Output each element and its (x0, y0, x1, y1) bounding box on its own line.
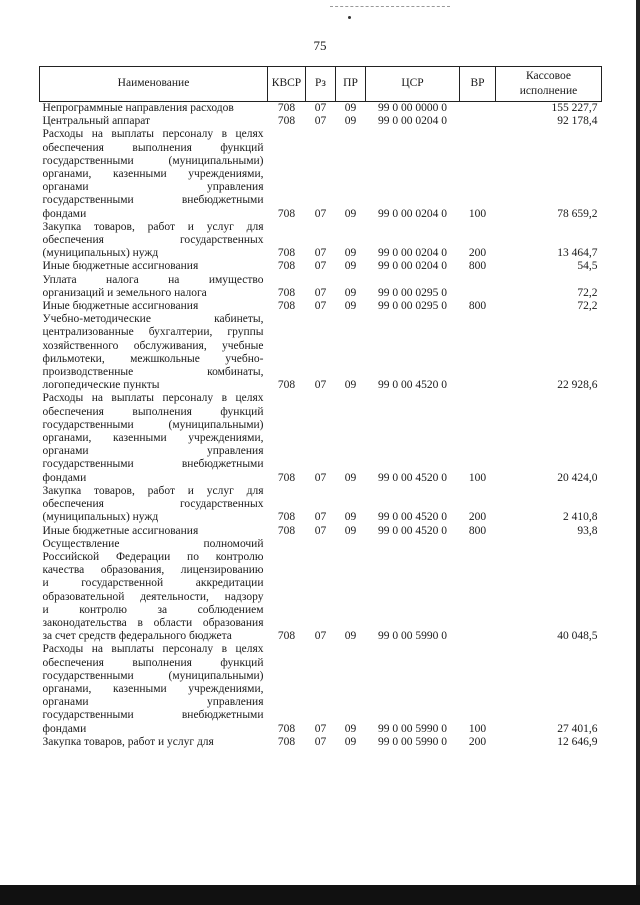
row-name (40, 102, 268, 116)
row-kvsr: 708 (277, 471, 296, 484)
row-cash-execution: 40 048,5 (557, 630, 598, 643)
row-name (40, 643, 268, 735)
row-cash-execution: 72,2 (577, 300, 598, 313)
row-cash-execution: 12 646,9 (557, 735, 598, 748)
row-csr: 99 0 00 0204 0 (378, 115, 447, 128)
row-rz: 07 (314, 286, 327, 299)
row-name (40, 274, 268, 300)
row-name-line: Центральный аппарат (42, 115, 151, 128)
row-rz: 07 (314, 207, 327, 220)
row-pr: 09 (344, 207, 357, 220)
row-kvsr: 708 (277, 207, 296, 220)
row-rz: 07 (314, 379, 327, 392)
table-row (40, 736, 602, 749)
table-row (40, 300, 602, 313)
row-name-line: Расходы на выплаты персоналу в целях (42, 643, 264, 656)
row-name (40, 300, 268, 313)
page-number: 75 (313, 38, 327, 53)
header-rz: Рз (306, 67, 336, 102)
row-vr: 200 (468, 247, 487, 260)
row-kvsr: 708 (277, 524, 296, 537)
row-name-line: обеспечения государственных (42, 234, 264, 247)
row-name (40, 525, 268, 538)
row-name-line: государственными (муниципальными) (42, 418, 264, 431)
table-row (40, 525, 602, 538)
row-cash-execution: 72,2 (577, 286, 598, 299)
row-csr: 99 0 00 0000 0 (378, 102, 447, 114)
row-name-line: Иные бюджетные ассигнования (42, 524, 199, 537)
table-row (40, 274, 602, 300)
row-kvsr: 708 (277, 247, 296, 260)
row-cash-execution: 92 178,4 (557, 115, 598, 128)
row-name-line: фильмотеки, межшкольные учебно- (42, 352, 264, 365)
row-name-line: фондами (42, 207, 87, 220)
table-row (40, 128, 602, 220)
row-name-line: качества образования, лицензированию (42, 564, 264, 577)
budget-table-container (39, 66, 601, 749)
row-vr: 200 (468, 511, 487, 524)
table-row (40, 313, 602, 392)
row-rz: 07 (314, 524, 327, 537)
row-vr (460, 538, 496, 644)
header-pr: ПР (336, 67, 366, 102)
row-csr: 99 0 00 4520 0 (378, 511, 447, 524)
row-pr: 09 (344, 524, 357, 537)
row-vr: 100 (468, 722, 487, 735)
row-rz: 07 (314, 115, 327, 128)
row-name-line: Иные бюджетные ассигнования (42, 300, 199, 313)
row-csr: 99 0 00 5990 0 (378, 735, 447, 748)
row-vr (460, 313, 496, 392)
row-rz: 07 (314, 722, 327, 735)
row-csr: 99 0 00 5990 0 (378, 722, 447, 735)
row-name-line: Закупка товаров, работ и услуг для (42, 220, 264, 233)
row-rz: 07 (314, 260, 327, 273)
row-csr: 99 0 00 0204 0 (378, 260, 447, 273)
row-cash-execution: 93,8 (577, 524, 598, 537)
row-pr: 09 (344, 471, 357, 484)
row-rz: 07 (314, 511, 327, 524)
row-vr (460, 102, 496, 116)
row-pr: 09 (344, 630, 357, 643)
row-pr: 09 (344, 300, 357, 313)
table-row (40, 485, 602, 525)
row-name-line: и государственной аккредитации (42, 577, 264, 590)
row-kvsr: 708 (277, 260, 296, 273)
scan-right-edge (636, 0, 640, 905)
row-name-line: централизованные бухгалтерии, группы (42, 326, 264, 339)
row-csr: 99 0 00 5990 0 (378, 630, 447, 643)
table-row (40, 102, 602, 116)
row-name-line: обеспечения государственных (42, 498, 264, 511)
row-name (40, 260, 268, 273)
row-vr (460, 274, 496, 300)
row-name-line: органами управления (42, 181, 264, 194)
row-pr: 09 (344, 102, 357, 114)
table-row (40, 221, 602, 261)
row-name-line: Иные бюджетные ассигнования (42, 260, 199, 273)
table-row (40, 538, 602, 644)
row-vr: 800 (468, 524, 487, 537)
row-pr: 09 (344, 286, 357, 299)
row-name-line: за счет средств федерального бюджета (42, 630, 232, 643)
row-csr: 99 0 00 0295 0 (378, 286, 447, 299)
table-body (40, 102, 602, 749)
row-name-line: государственными внебюджетными (42, 194, 264, 207)
header-name: Наименование (40, 67, 268, 102)
row-kvsr: 708 (277, 300, 296, 313)
header-sum-line2: исполнение (519, 85, 578, 97)
row-name-line: государственными (муниципальными) (42, 154, 264, 167)
row-vr: 800 (468, 300, 487, 313)
row-pr: 09 (344, 260, 357, 273)
row-rz: 07 (314, 300, 327, 313)
header-sum-line1: Кассовое (526, 70, 571, 82)
row-name-line: фондами (42, 471, 87, 484)
row-name-line: обеспечения выполнения функций (42, 141, 264, 154)
row-csr: 99 0 00 0204 0 (378, 247, 447, 260)
row-name-line: Закупка товаров, работ и услуг для (42, 735, 214, 748)
row-name-line: обеспечения выполнения функций (42, 405, 264, 418)
row-name-line: и контролю за соблюдением (42, 603, 264, 616)
header-kvsr: КВСР (268, 67, 306, 102)
scan-top-rule (330, 6, 450, 8)
row-name-line: государственными внебюджетными (42, 458, 264, 471)
row-cash-execution: 20 424,0 (557, 471, 598, 484)
row-csr: 99 0 00 4520 0 (378, 379, 447, 392)
table-row (40, 392, 602, 484)
row-name-line: Осуществление полномочий (42, 537, 264, 550)
row-kvsr: 708 (277, 379, 296, 392)
row-csr: 99 0 00 0295 0 (378, 300, 447, 313)
row-name-line: органами, казенными учреждениями, (42, 682, 264, 695)
row-name-line: Закупка товаров, работ и услуг для (42, 484, 264, 497)
row-kvsr: 708 (277, 630, 296, 643)
row-csr: 99 0 00 4520 0 (378, 524, 447, 537)
row-vr: 800 (468, 260, 487, 273)
row-kvsr: 708 (277, 102, 296, 114)
row-cash-execution: 78 659,2 (557, 207, 598, 220)
row-name (40, 128, 268, 220)
row-name-line: (муниципальных) нужд (42, 247, 159, 260)
row-kvsr: 708 (277, 286, 296, 299)
row-cash-execution: 155 227,7 (551, 102, 598, 114)
row-rz: 07 (314, 247, 327, 260)
row-name-line: Расходы на выплаты персоналу в целях (42, 392, 264, 405)
row-name-line: фондами (42, 722, 87, 735)
row-rz: 07 (314, 102, 327, 114)
row-name-line: обеспечения выполнения функций (42, 656, 264, 669)
row-pr: 09 (344, 379, 357, 392)
table-row (40, 643, 602, 735)
row-name-line: органами, казенными учреждениями, (42, 168, 264, 181)
row-vr: 100 (468, 471, 487, 484)
row-kvsr: 708 (277, 115, 296, 128)
row-name-line: Учебно-методические кабинеты, (42, 313, 264, 326)
table-row (40, 115, 602, 128)
row-rz: 07 (314, 735, 327, 748)
row-cash-execution: 54,5 (577, 260, 598, 273)
row-pr: 09 (344, 722, 357, 735)
row-rz: 07 (314, 471, 327, 484)
row-pr: 09 (344, 735, 357, 748)
scan-bottom-edge (0, 885, 640, 905)
row-name-line: органами управления (42, 696, 264, 709)
row-name-line: (муниципальных) нужд (42, 511, 159, 524)
row-name-line: органами, казенными учреждениями, (42, 432, 264, 445)
budget-execution-table (39, 66, 602, 749)
table-header (40, 67, 602, 102)
row-name (40, 115, 268, 128)
row-name (40, 538, 268, 644)
row-name-line: логопедические пункты (42, 379, 160, 392)
row-cash-execution: 27 401,6 (557, 722, 598, 735)
row-kvsr: 708 (277, 735, 296, 748)
row-name-line: Расходы на выплаты персоналу в целях (42, 128, 264, 141)
row-name-line: Российской Федерации по контролю (42, 550, 264, 563)
row-kvsr: 708 (277, 722, 296, 735)
row-csr: 99 0 00 4520 0 (378, 471, 447, 484)
row-name-line: органами управления (42, 445, 264, 458)
row-name-line: государственными внебюджетными (42, 709, 264, 722)
row-name (40, 736, 268, 749)
row-name-line: организаций и земельного налога (42, 286, 207, 299)
row-cash-execution: 2 410,8 (563, 511, 598, 524)
row-name-line: законодательства в области образования (42, 616, 264, 629)
row-name (40, 392, 268, 484)
row-name (40, 485, 268, 525)
row-vr: 100 (468, 207, 487, 220)
header-vr: ВР (460, 67, 496, 102)
row-name-line: хозяйственного обслуживания, учебные (42, 339, 264, 352)
row-name-line: Уплата налога на имущество (42, 273, 264, 286)
row-pr: 09 (344, 511, 357, 524)
row-pr: 09 (344, 115, 357, 128)
header-csr: ЦСР (366, 67, 460, 102)
row-name-line: Непрограммные направления расходов (42, 102, 234, 114)
row-cash-execution: 22 928,6 (557, 379, 598, 392)
scan-speck (348, 16, 351, 19)
row-vr (460, 115, 496, 128)
row-name-line: производственные комбинаты, (42, 366, 264, 379)
row-name-line: образовательной деятельности, надзору (42, 590, 264, 603)
row-pr: 09 (344, 247, 357, 260)
table-row (40, 260, 602, 273)
row-kvsr: 708 (277, 511, 296, 524)
header-cash-execution (496, 67, 602, 102)
row-name (40, 221, 268, 261)
row-vr: 200 (468, 735, 487, 748)
row-cash-execution: 13 464,7 (557, 247, 598, 260)
row-rz: 07 (314, 630, 327, 643)
row-csr: 99 0 00 0204 0 (378, 207, 447, 220)
row-name-line: государственными (муниципальными) (42, 669, 264, 682)
row-name (40, 313, 268, 392)
